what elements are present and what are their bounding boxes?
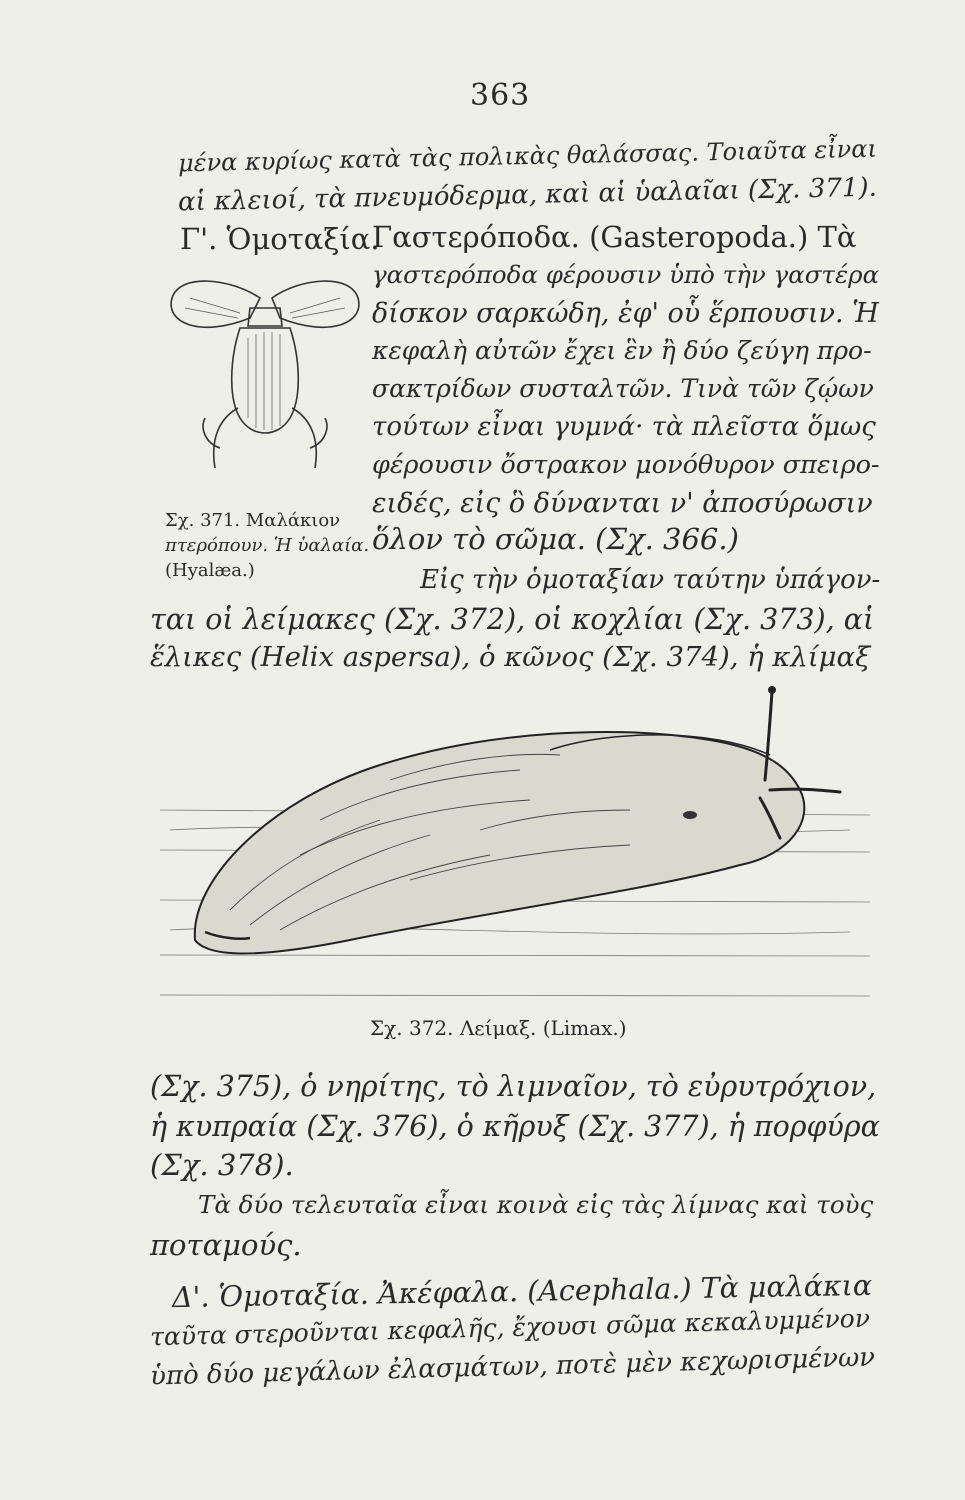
gasteropoda-line-5: τούτων εἶναι γυμνά· τὰ πλεῖστα ὅμως [372, 412, 876, 442]
limax-illustration [150, 670, 880, 1010]
figure-372-caption: Σχ. 372. Λείμαξ. (Limax.) [370, 1016, 627, 1040]
after-para-line-1: (Σχ. 375), ὁ νηρίτης, τὸ λιμναῖον, τὸ εὐρυτρόχιον, [150, 1070, 877, 1103]
hyalaea-illustration [160, 268, 370, 508]
acephala-line-3: ὑπὸ δύο μεγάλων ἐλασμάτων, ποτὲ μὲν κεχωρισμένων [149, 1342, 876, 1392]
gasteropoda-line-9: Εἰς τὴν ὁμοταξίαν ταύτην ὑπάγον- [420, 565, 881, 595]
gasteropoda-line-4: σακτρίδων συσταλτῶν. Τινὰ τῶν ζῴων [372, 374, 874, 403]
gasteropoda-line-2: δίσκον σαρκώδη, ἐφ' οὗ ἕρπουσιν. Ἡ [372, 298, 879, 329]
acephala-line-1: Δ'. Ὁμοταξία. Ἀκέφαλα. (Acephala.) Τὰ μαλάκια [171, 1268, 873, 1315]
gasteropoda-line-8: ὅλον τὸ σῶμα. (Σχ. 366.) [372, 522, 739, 556]
figure-371-caption-line-3: (Hyalæa.) [165, 560, 255, 581]
after-para-line-3: (Σχ. 378). [150, 1148, 294, 1182]
after-para-line-5: ποταμούς. [150, 1228, 302, 1262]
limax-para-line-2: ἕλικες (Helix aspersa), ὁ κῶνος (Σχ. 374), ἡ κλίμαξ [150, 641, 871, 673]
page-number: 363 [470, 78, 531, 113]
after-para-line-4: Τὰ δύο τελευταῖα εἶναι κοινὰ εἰς τὰς λίμνας καὶ τοὺς [198, 1190, 874, 1219]
gasteropoda-line-7: ειδές, εἰς ὃ δύνανται ν' ἀποσύρωσιν [372, 488, 873, 519]
intro-line-1: μένα κυρίως κατὰ τὰς πολικὰς θαλάσσας. Τοιαῦτα εἶναι [177, 134, 878, 178]
gasteropoda-class-label: Γ'. Ὁμοταξία. [180, 222, 380, 256]
gasteropoda-line-6: φέρουσιν ὄστρακον μονόθυρον σπειρο- [372, 450, 880, 480]
gasteropoda-line-3: κεφαλὴ αὐτῶν ἔχει ἓν ἢ δύο ζεύγη προ- [372, 336, 872, 365]
figure-371-caption-line-2: πτερόπουν. Ἡ ὑαλαία. [165, 535, 370, 556]
after-para-line-2: ἡ κυπραία (Σχ. 376), ὁ κῆρυξ (Σχ. 377), ἡ πορφύρα [150, 1110, 880, 1143]
figure-371-caption-line-1: Σχ. 371. Μαλάκιον [165, 510, 341, 531]
intro-line-2: αἱ κλειοί, τὰ πνευμόδερμα, καὶ αἱ ὑαλαῖαι (Σχ. 371). [177, 172, 878, 218]
figure-371-caption [165, 508, 369, 583]
gasteropoda-line-1: γαστερόποδα φέρουσιν ὑπὸ τὴν γαστέρα [372, 260, 880, 289]
acephala-line-2: ταῦτα στεροῦνται κεφαλῆς, ἔχουσι σῶμα κεκαλυμμένον [149, 1303, 871, 1352]
gasteropoda-heading: Γαστερόποδα. (Gasteropoda.) Τὰ [372, 220, 857, 254]
limax-para-line-1: ται οἱ λείμακες (Σχ. 372), οἱ κοχλίαι (Σχ. 373), αἱ [150, 603, 875, 636]
